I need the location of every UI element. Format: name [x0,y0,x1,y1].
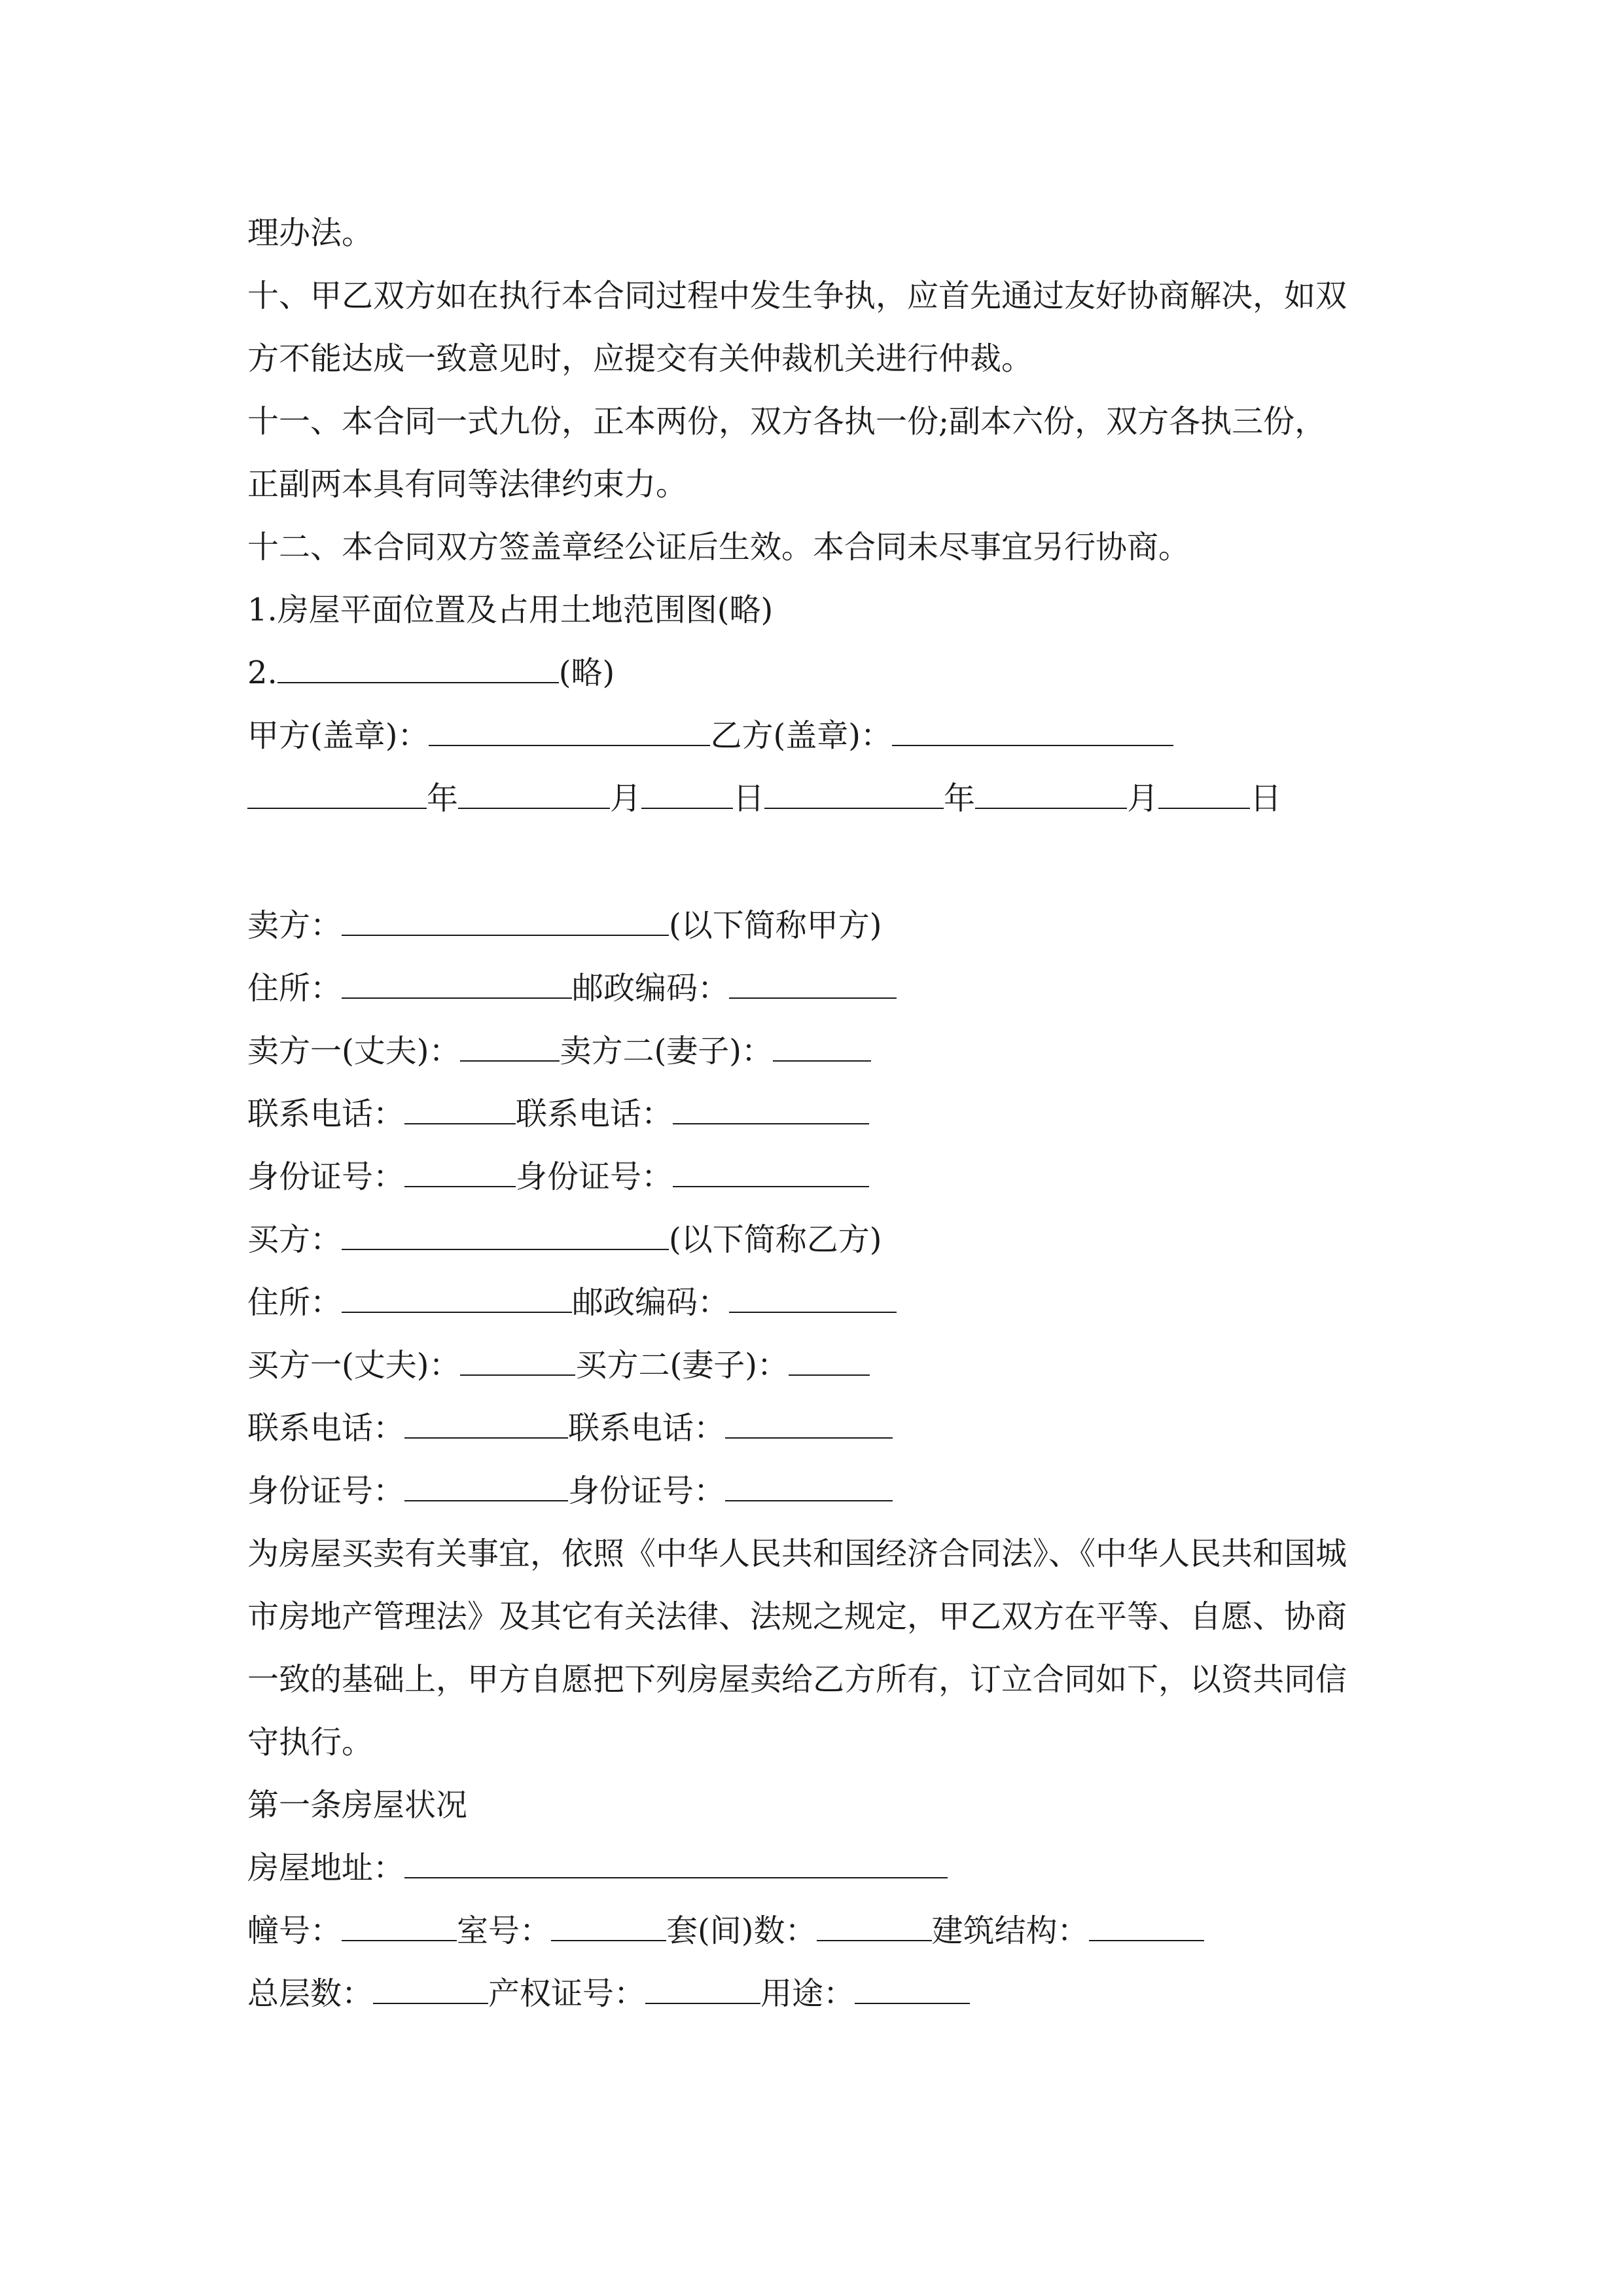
attachment-2-number: 2. [247,655,277,691]
house-address-blank[interactable] [404,1848,948,1878]
month-label: 月 [610,780,642,817]
building-number-blank[interactable] [342,1911,457,1941]
total-floors-label: 总层数： [247,1975,374,2012]
seller-name-blank[interactable] [342,906,669,936]
buyer-id-row [247,1471,893,1511]
buyer-phone-one-blank[interactable] [404,1408,568,1439]
sets-blank[interactable] [817,1911,932,1941]
date-b-day-blank[interactable] [1158,779,1250,809]
attachment-2-blank[interactable] [277,653,559,683]
signature-row [247,716,1173,755]
seller-two-blank[interactable] [773,1031,871,1062]
date-b-month-blank[interactable] [975,779,1127,809]
buyer-address-blank[interactable] [342,1283,572,1313]
usage-blank[interactable] [855,1974,970,2004]
party-b-seal-label: 乙方(盖章)： [710,717,892,754]
seller-phone-one-blank[interactable] [404,1094,516,1124]
seller-phone-two-label: 联系电话： [516,1096,673,1132]
clause-9-continuation: 理办法。 [247,215,374,251]
buyer-label: 买方： [247,1221,342,1258]
seller-two-label: 卖方二(妻子)： [560,1033,773,1069]
sets-label: 套(间)数： [666,1912,817,1949]
article-1-title: 第一条房屋状况 [247,1787,468,1823]
buyer-id-two-label: 身份证号： [568,1473,726,1509]
buyer-address-label: 住所： [247,1284,342,1321]
seller-address-blank[interactable] [342,969,572,999]
date-a-year-blank[interactable] [247,779,427,809]
intro-line-4: 守执行。 [247,1724,374,1761]
seller-id-one-label: 身份证号： [247,1158,405,1195]
attachment-2-suffix: (略) [558,655,615,691]
seller-one-label: 卖方一(丈夫)： [247,1033,461,1069]
buyer-two-blank[interactable] [789,1346,870,1376]
seller-label: 卖方： [247,907,342,944]
year-label: 年 [944,780,976,817]
date-a-day-blank[interactable] [641,779,733,809]
building-number-label: 幢号： [247,1912,342,1949]
buyer-postcode-blank[interactable] [729,1283,897,1313]
seller-phone-row [247,1094,869,1134]
seller-phone-two-blank[interactable] [673,1094,869,1124]
structure-blank[interactable] [1089,1911,1204,1941]
clause-12: 十二、本合同双方签盖章经公证后生效。本合同未尽事宜另行协商。 [247,529,1190,565]
room-number-label: 室号： [457,1912,552,1949]
buyer-id-one-label: 身份证号： [247,1473,405,1509]
party-a-seal-label: 甲方(盖章)： [247,717,429,754]
buyer-name-blank[interactable] [342,1220,669,1250]
seller-postcode-blank[interactable] [729,969,897,999]
buyer-row [247,1220,882,1259]
party-b-seal-blank[interactable] [892,716,1173,746]
buyer-id-two-blank[interactable] [725,1471,893,1501]
day-label: 日 [1250,780,1282,817]
house-info-row [247,1974,970,2013]
clause-10-line-1: 十、甲乙双方如在执行本合同过程中发生争执，应首先通过友好协商解决，如双 [247,278,1347,314]
seller-id-one-blank[interactable] [404,1157,516,1187]
buyer-phone-one-label: 联系电话： [247,1410,405,1446]
buyer-id-one-blank[interactable] [404,1471,568,1501]
date-a-month-blank[interactable] [458,779,610,809]
usage-label: 用途： [760,1975,855,2012]
clause-10-line-2: 方不能达成一致意见时，应提交有关仲裁机关进行仲裁。 [247,340,1033,377]
property-cert-blank[interactable] [645,1974,760,2004]
seller-names-row [247,1031,871,1071]
clause-11-line-1: 十一、本合同一式九份，正本两份，双方各执一份;副本六份，双方各执三份， [247,403,1327,440]
buyer-phone-two-label: 联系电话： [568,1410,726,1446]
buyer-phone-two-blank[interactable] [725,1408,893,1439]
buyer-two-label: 买方二(妻子)： [575,1347,789,1384]
property-cert-label: 产权证号： [488,1975,646,2012]
house-address-row [247,1848,948,1888]
seller-one-blank[interactable] [460,1031,560,1062]
seller-phone-one-label: 联系电话： [247,1096,405,1132]
structure-label: 建筑结构： [931,1912,1089,1949]
seller-id-row [247,1157,869,1196]
party-a-seal-blank[interactable] [429,716,710,746]
seller-id-two-label: 身份证号： [516,1158,673,1195]
buyer-postcode-label: 邮政编码： [572,1284,730,1321]
month-label: 月 [1127,780,1159,817]
date-b-year-blank[interactable] [764,779,944,809]
intro-line-3: 一致的基础上，甲方自愿把下列房屋卖给乙方所有，订立合同如下，以资共同信 [247,1661,1347,1698]
attachment-1: 1.房屋平面位置及占用土地范围图(略) [247,592,774,628]
buyer-phone-row [247,1408,893,1448]
buyer-address-row [247,1283,897,1322]
house-units-row [247,1911,1204,1950]
intro-line-2: 市房地产管理法》及其它有关法律、法规之规定，甲乙双方在平等、自愿、协商 [247,1598,1347,1635]
seller-postcode-label: 邮政编码： [572,970,730,1007]
seller-address-label: 住所： [247,970,342,1007]
year-label: 年 [427,780,459,817]
attachment-2 [247,653,615,692]
buyer-one-blank[interactable] [460,1346,575,1376]
date-row [247,779,1281,818]
seller-address-row [247,969,897,1008]
buyer-names-row [247,1346,870,1385]
clause-11-line-2: 正副两本具有同等法律约束力。 [247,466,688,503]
buyer-suffix: (以下简称乙方) [669,1221,882,1258]
total-floors-blank[interactable] [373,1974,488,2004]
day-label: 日 [733,780,765,817]
seller-suffix: (以下简称甲方) [669,907,882,944]
seller-id-two-blank[interactable] [673,1157,869,1187]
room-number-blank[interactable] [551,1911,666,1941]
seller-row [247,906,882,945]
house-address-label: 房屋地址： [247,1850,405,1886]
buyer-one-label: 买方一(丈夫)： [247,1347,461,1384]
intro-line-1: 为房屋买卖有关事宜，依照《中华人民共和国经济合同法》、《中华人民共和国城 [247,1535,1347,1572]
